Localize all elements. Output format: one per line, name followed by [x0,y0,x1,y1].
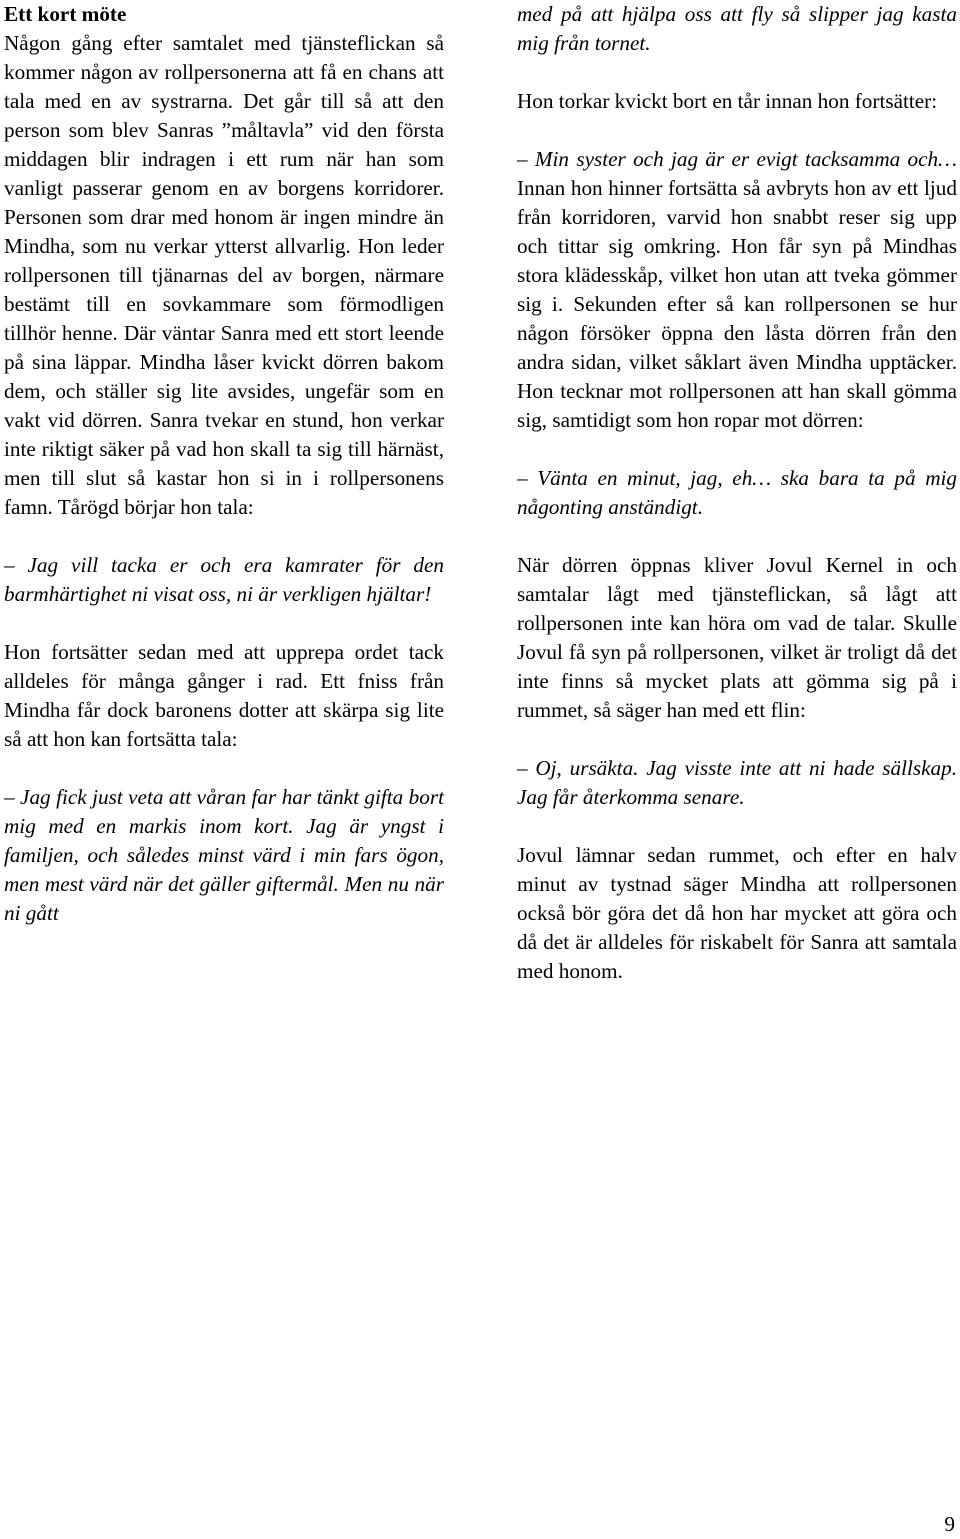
paragraph-intro: Någon gång efter samtalet med tjänsteflickan så kommer någon av rollpersonerna att få en chans att tala med en av systrarna. Det går till så att den person som blev Sanras ”måltavla” vid den första middagen blir indragen i ett rum när han som vanligt passerar genom en av borgens korridorer. Personen som drar med honom är ingen mindre än Mindha, som nu verkar ytterst allvarlig. Hon leder rollpersonen till tjänarnas del av borgen, närmare bestämt till en sovkammare som förmodligen tillhör henne. Där väntar Sanra med ett stort leende på sina läppar. Mindha låser kvickt dörren bakom dem, och ställer sig lite avsides, ungefär som en vakt vid dörren. Sanra tvekar en stund, hon verkar inte riktigt säker på vad hon skall ta sig till härnäst, men till slut så kastar hon si in i rollpersonens famn. Tårögd börjar hon tala: [4,31,444,519]
paragraph-tear: Hon torkar kvickt bort en tår innan hon fortsätter: [517,89,938,113]
left-column [4,0,444,928]
section-title: Ett kort möte [4,2,127,26]
paragraph-jovul-leaves: Jovul lämnar sedan rummet, och efter en halv minut av tystnad säger Mindha att rollpersonen också bör göra det då hon har mycket att göra och då det är alldeles för riskabelt för Sanra att samtala med honom. [517,843,957,983]
paragraph-interrupted [517,145,957,435]
quote-grateful: – Min syster och jag är er evigt tacksamma och… [517,147,957,171]
right-column [517,0,957,986]
quote-marriage: – Jag fick just veta att våran far har tänkt gifta bort mig med en markis inom kort. Jag är yngst i familjen, och således minst värd i min fars ögon, men mest värd när det gäller giftermål. Men nu när ni gått [4,785,444,925]
quote-jovul: – Oj, ursäkta. Jag visste inte att ni hade sällskap. Jag får återkomma senare. [517,756,957,809]
quote-wait: – Vänta en minut, jag, eh… ska bara ta på mig någonting anständigt. [517,466,957,519]
quote-thanks: – Jag vill tacka er och era kamrater för den barmhärtighet ni visat oss, ni är verkligen hjältar! [4,553,444,606]
page-number: 9 [944,1512,955,1536]
paragraph-interrupted-text: Innan hon hinner fortsätta så avbryts hon av ett ljud från korridoren, varvid hon snabbt reser sig upp och tittar sig omkring. Hon får syn på Mindhas stora klädesskåp, vilket hon utan att tveka gömmer sig i. Sekunden efter så kan rollpersonen se hur någon försöker öppna den låsta dörren från den andra sidan, vilket såklart även Mindha upptäcker. Hon tecknar mot rollpersonen att han skall gömma sig, samtidigt som hon ropar mot dörren: [517,176,957,432]
paragraph-jovul-enters: När dörren öppnas kliver Jovul Kernel in och samtalar lågt med tjänsteflickan, så lågt att rollpersonen inte kan höra om vad de talar. Skulle Jovul få syn på rollpersonen, vilket är troligt då det inte finns så mycket plats att gömma sig på i rummet, så säger han med ett flin: [517,553,957,722]
paragraph-continues: Hon fortsätter sedan med att upprepa ordet tack alldeles för många gånger i rad. Ett fniss från Mindha får dock baronens dotter att skärpa sig lite så att hon kan fortsätta tala: [4,640,444,751]
quote-marriage-continued: med på att hjälpa oss att fly så slipper jag kasta mig från tornet. [517,2,957,55]
